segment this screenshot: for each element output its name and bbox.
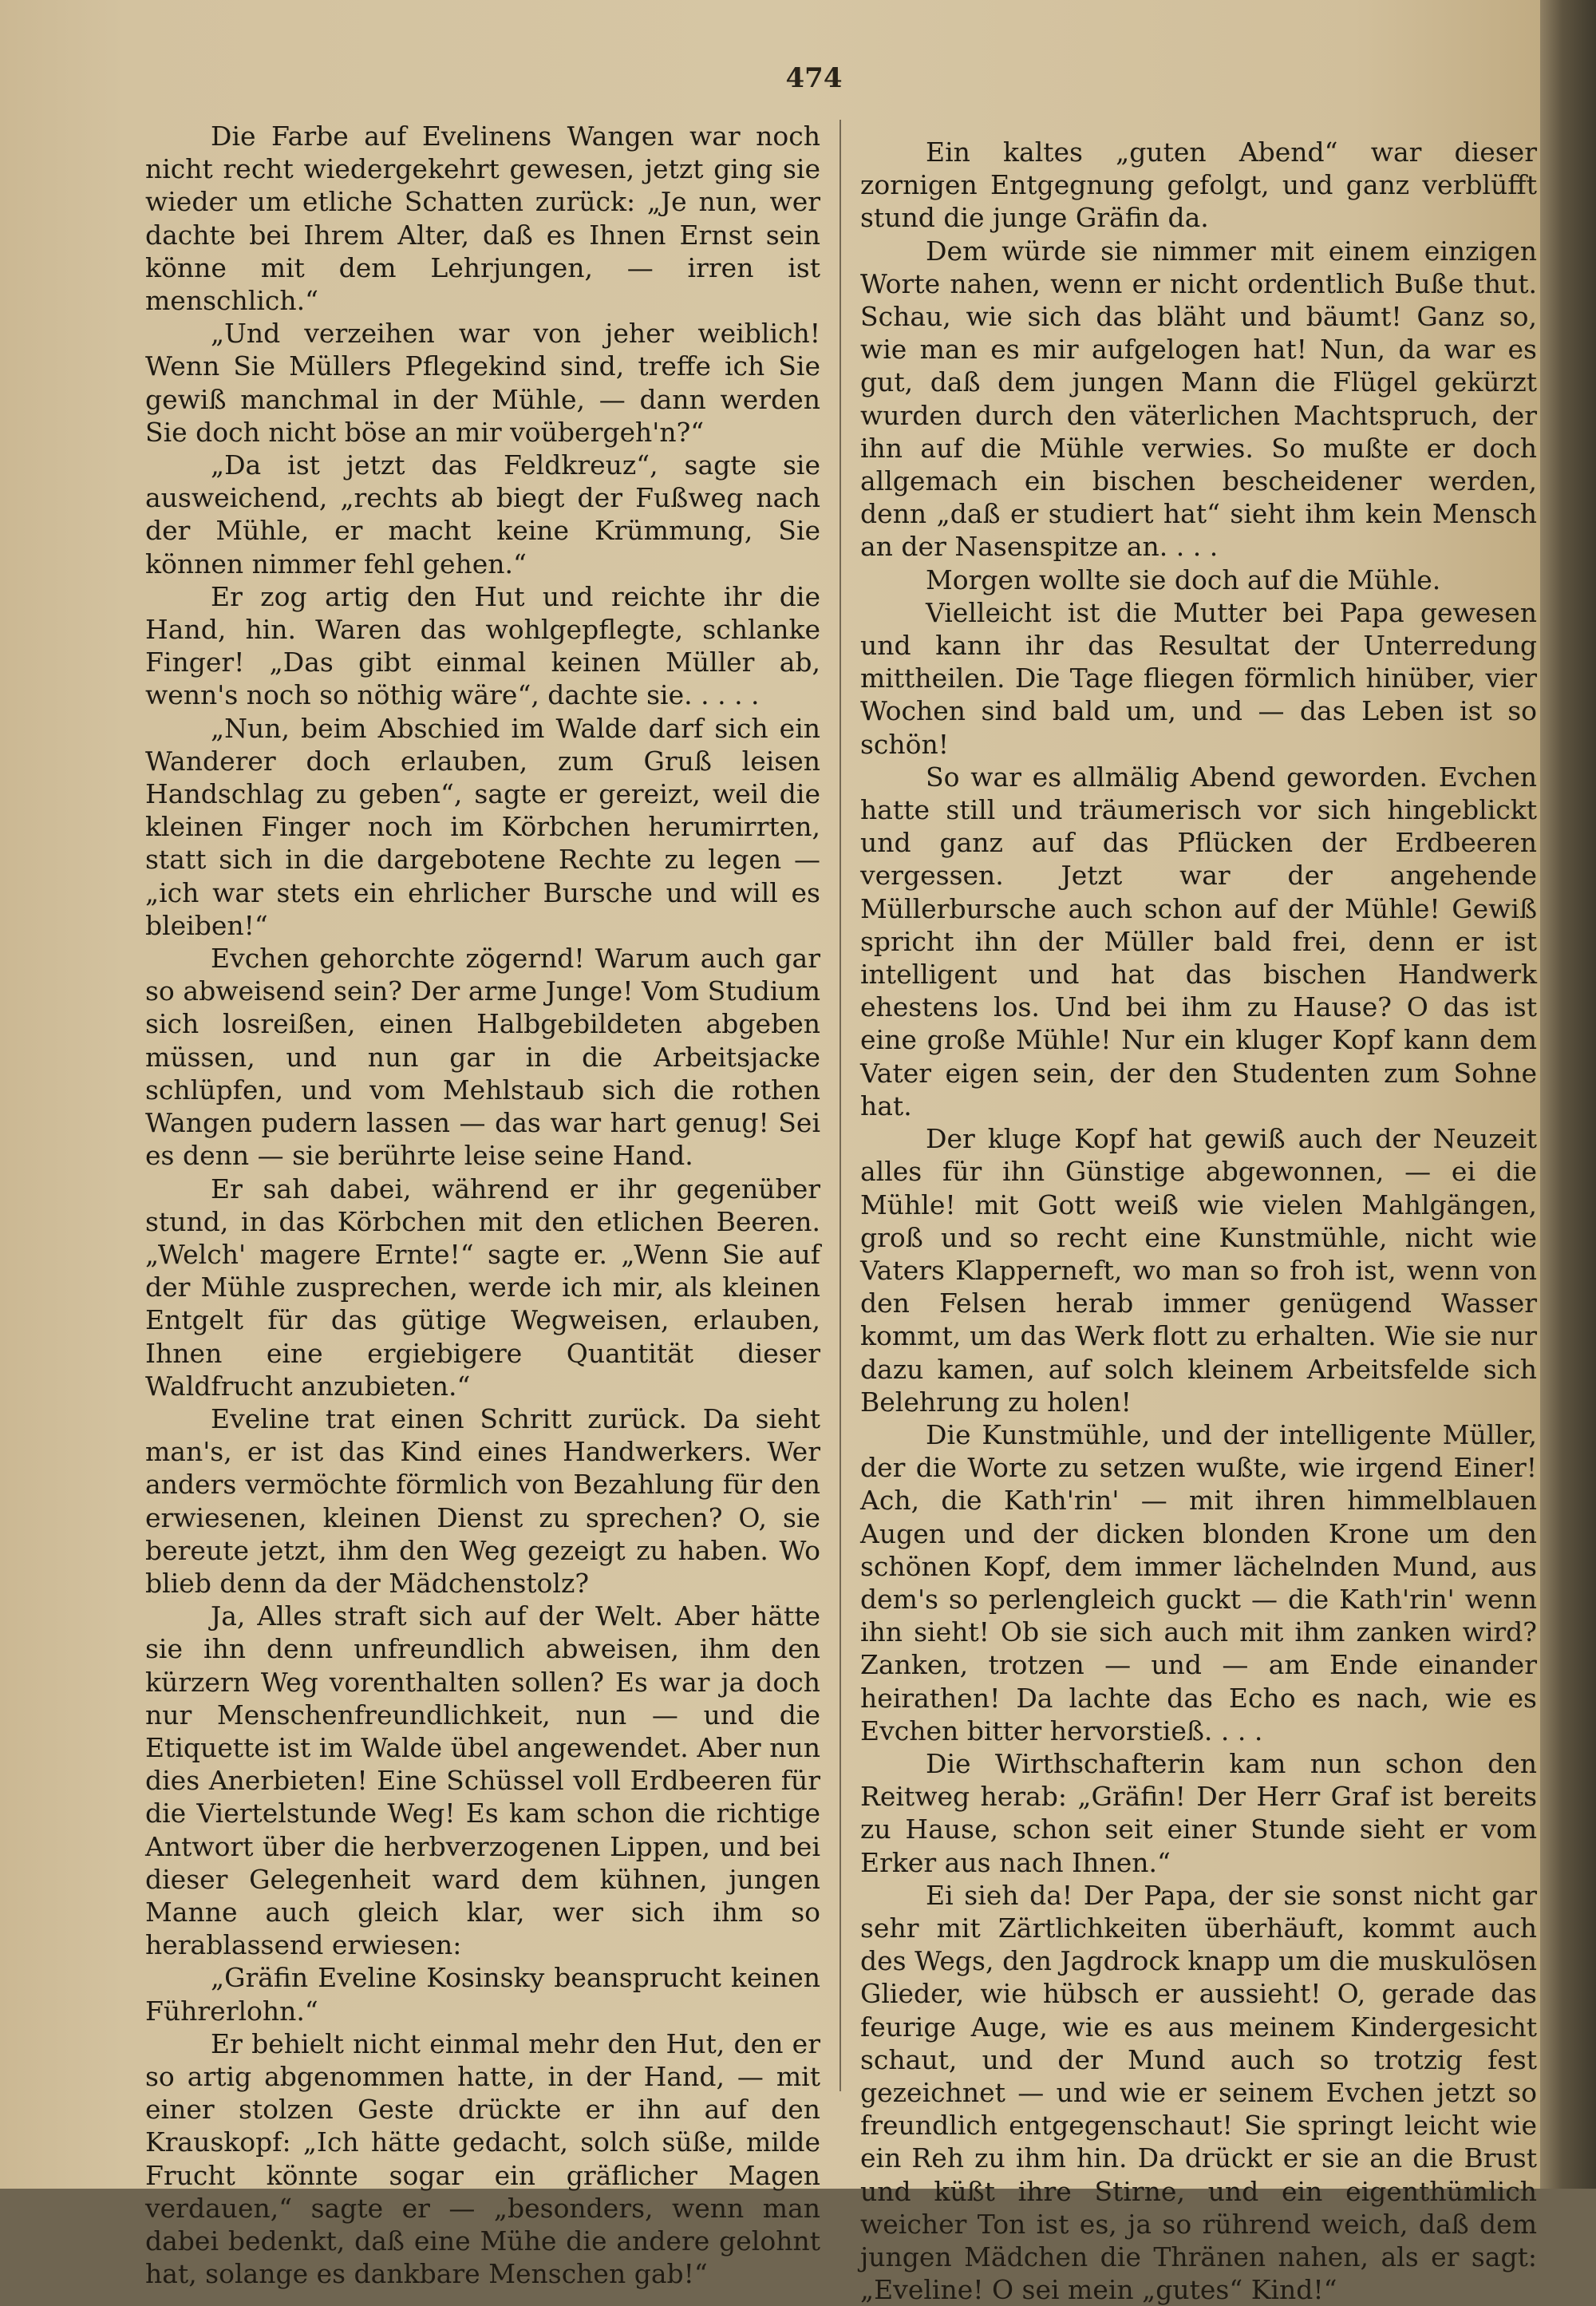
paragraph: Er sah dabei, während er ihr gegenüber stund, in das Körbchen mit den etlichen Beeren. „Welch' magere Ernte!“ sagte er. „Wenn Sie auf der Mühle zusprechen, werde ich mir, als kleinen Entgelt für das gütige Wegweisen, erlauben, Ihnen eine ergiebigere Quantität dieser Waldfrucht anzubieten.“ xyxy=(145,1173,820,1402)
paragraph: Er zog artig den Hut und reichte ihr die Hand, hin. Waren das wohlgepflegte, schlanke Finger! „Das gibt einmal keinen Müller ab, wenn's noch so nöthig wäre“, dachte sie. . . . . xyxy=(145,580,820,711)
paragraph: „Gräfin Eveline Kosinsky beansprucht keinen Führerlohn.“ xyxy=(145,1962,820,2027)
paragraph: Evchen gehorchte zögernd! Warum auch gar so abweisend sein? Der arme Junge! Vom Studium sich losreißen, einen Halbgebildeten abgeben müssen, und nun gar in die Arbeitsjacke schlüpfen, und vom Mehlstaub sich die rothen Wangen pudern lassen — das war hart genug! Sei es denn — sie berührte leise seine Hand. xyxy=(145,943,820,1172)
paragraph: Ja, Alles straft sich auf der Welt. Aber hätte sie ihn denn unfreundlich abweisen, ihm den kürzern Weg vorenthalten sollen? Es war ja doch nur Menschenfreundlichkeit, nun — und die Etiquette ist im Walde übel angewendet. Aber nun dies Anerbieten! Eine Schüssel voll Erdbeeren für die Viertelstunde Weg! Es kam schon die richtige Antwort über die herbverzogenen Lippen, und bei dieser Gelegenheit ward dem kühnen, jungen Manne auch gleich klar, wer sich ihm so herablassend erwiesen: xyxy=(145,1600,820,1961)
page-number: 474 xyxy=(785,62,843,94)
paragraph: Dem würde sie nimmer mit einem einzigen Worte nahen, wenn er nicht ordentlich Buße thut. Schau, wie sich das bläht und bäumt! Ganz so, wie man es mir aufgelogen hat! Nun, da war es gut, daß dem jungen Mann die Flügel gekürzt wurden durch den väterlichen Machtspruch, der ihn auf die Mühle verwies. So mußte er doch allgemach ein bischen bescheidener werden, denn „daß er studiert hat“ sieht ihm kein Mensch an der Nasenspitze an. . . . xyxy=(860,235,1537,563)
paragraph: Ein kaltes „guten Abend“ war dieser zornigen Entgegnung gefolgt, und ganz verblüfft stund die junge Gräfin da. xyxy=(860,136,1537,234)
book-spine-edge xyxy=(1540,0,1596,2189)
paragraph: Die Wirthschafterin kam nun schon den Reitweg herab: „Gräfin! Der Herr Graf ist bereits zu Hause, schon seit einer Stunde sieht er vom Erker aus nach Ihnen.“ xyxy=(860,1747,1537,1878)
paragraph: Er behielt nicht einmal mehr den Hut, den er so artig abgenommen hatte, in der Hand, — mit einer stolzen Geste drückte er ihn auf den Krauskopf: „Ich hätte gedacht, solch süße, milde Frucht könnte sogar ein gräflicher Magen verdauen,“ sagte er — „besonders, wenn man dabei bedenkt, daß eine Mühe die andere gelohnt hat, solange es dankbare Menschen gab!“ xyxy=(145,2027,820,2290)
paragraph: „Nun, beim Abschied im Walde darf sich ein Wanderer doch erlauben, zum Gruß leisen Handschlag zu geben“, sagte er gereizt, weil die kleinen Finger noch im Körbchen herumirrten, statt sich in die dargebotene Rechte zu legen — „ich war stets ein ehrlicher Bursche und will es bleiben!“ xyxy=(145,712,820,941)
paragraph: „Und verzeihen war von jeher weiblich! Wenn Sie Müllers Pflegekind sind, treffe ich Sie gewiß manchmal in der Mühle, — dann werden Sie doch nicht böse an mir voübergeh'n?“ xyxy=(145,318,820,448)
paragraph: Die Farbe auf Evelinens Wangen war noch nicht recht wiedergekehrt gewesen, jetzt ging sie wieder um etliche Schatten zurück: „Je nun, wer dachte bei Ihrem Alter, daß es Ihnen Ernst sein könne mit dem Lehrjungen, — irren ist menschlich.“ xyxy=(145,121,820,317)
paragraph: Morgen wollte sie doch auf die Mühle. xyxy=(926,564,1441,595)
column-divider xyxy=(839,120,841,2091)
paragraph: Ei sieh da! Der Papa, der sie sonst nicht gar sehr mit Zärtlichkeiten überhäuft, kommt auch des Wegs, den Jagdrock knapp um die muskulösen Glieder, wie hübsch er aussieht! O, gerade das feurige Auge, wie es aus meinem Kindergesicht schaut, und der Mund auch so trotzig fest gezeichnet — und wie er seinem Evchen jetzt so freundlich entgegenschaut! Sie springt leicht wie ein Reh zu ihm hin. Da drückt er sie an die Brust und küßt ihre Stirne, und ein eigenthümlich weicher Ton ist es, ja so rührend weich, daß dem jungen Mädchen die Thränen nahen, als er sagt: „Eveline! O sei mein „gutes“ Kind!“ xyxy=(860,1879,1537,2306)
right-column xyxy=(860,136,1537,2306)
paragraph: „Da ist jetzt das Feldkreuz“, sagte sie ausweichend, „rechts ab biegt der Fußweg nach der Mühle, er macht keine Krümmung, Sie können nimmer fehl gehen.“ xyxy=(145,449,820,579)
left-column xyxy=(145,120,820,2290)
paragraph: So war es allmälig Abend geworden. Evchen hatte still und träumerisch vor sich hingeblickt und ganz auf das Pflücken der Erdbeeren vergessen. Jetzt war der angehende Müllerbursche auch schon auf der Mühle! Gewiß spricht ihn der Müller bald frei, denn er ist intelligent und hat das bischen Handwerk ehestens los. Und bei ihm zu Hause? O das ist eine große Mühle! Nur ein kluger Kopf kann dem Vater eigen sein, der den Studenten zum Sohne hat. xyxy=(860,761,1537,1121)
paragraph: Die Kunstmühle, und der intelligente Müller, der die Worte zu setzen wußte, wie irgend Einer! Ach, die Kath'rin' — mit ihren himmelblauen Augen und der dicken blonden Krone um den schönen Kopf, dem immer lächelnden Mund, aus dem's so perlengleich guckt — die Kath'rin' wenn ihn sieht! Ob sie sich auch mit ihm zanken wird? Zanken, trotzen — und — am Ende einander heirathen! Da lachte das Echo es nach, wie es Evchen bitter hervorstieß. . . . xyxy=(860,1418,1537,1746)
paragraph: Der kluge Kopf hat gewiß auch der Neuzeit alles für ihn Günstige abgewonnen, — ei die Mühle! mit Gott weiß wie vielen Mahlgängen, groß und so recht eine Kunstmühle, nicht wie Vaters Klapperneft, wo man so froh ist, wenn von den Felsen herab immer genügend Wasser kommt, um das Werk flott zu erhalten. Wie sie nur dazu kamen, auf solch kleinem Arbeitsfelde sich Belehrung zu holen! xyxy=(860,1123,1537,1418)
paragraph: Vielleicht ist die Mutter bei Papa gewesen und kann ihr das Resultat der Unterredung mittheilen. Die Tage fliegen förmlich hinüber, vier Wochen sind bald um, und — das Leben ist so schön! xyxy=(860,596,1537,760)
paragraph: Eveline trat einen Schritt zurück. Da sieht man's, er ist das Kind eines Handwerkers. Wer anders vermöchte förmlich von Bezahlung für den erwiesenen, kleinen Dienst zu sprechen? O, sie bereute jetzt, ihm den Weg gezeigt zu haben. Wo blieb denn da der Mädchenstolz? xyxy=(145,1402,820,1599)
